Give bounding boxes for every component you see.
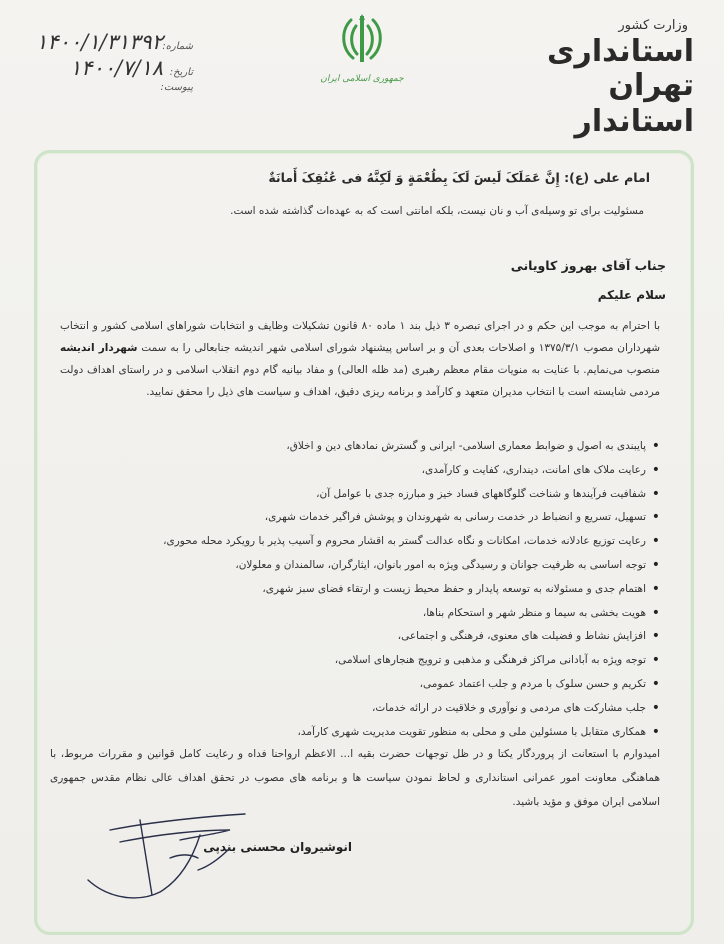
body-part-2: منصوب می‌نمایم. با عنایت به منویات مقام معظم رهبری (مد ظله العالی) و مفاد بیانیه گام دوم انقلاب اسلامی و در راستای اهداف دولت مردمی شایسته است با انتخاب مدیران متعهد و کارآمد و برنامه ریزی دقیق، اهداف و سیاست های ذیل را محقق نمایید. (60, 364, 660, 398)
list-item: • افزایش نشاط و فضیلت های معنوی، فرهنگی و اجتماعی، (50, 625, 660, 649)
attachment-row (8, 82, 193, 108)
date-label: تاریخ: (169, 67, 193, 78)
list-item: • رعایت توزیع عادلانه خدمات، امکانات و نگاه عدالت گستر به اقشار محروم و آسیب پذیر با رویکرد محله محوری، (50, 530, 660, 554)
letter-meta (8, 30, 193, 108)
letterhead-right (534, 18, 694, 141)
number-label: شماره: (162, 41, 193, 52)
list-item: • جلب مشارکت های مردمی و نوآوری و خلاقیت در ارائه خدمات، (50, 697, 660, 721)
ministry-name: وزارت کشور (618, 18, 688, 33)
list-item: • هویت بخشی به سیما و منظر شهر و استحکام بناها، (50, 602, 660, 626)
list-item: • توجه ویژه به آبادانی مراکز فرهنگی و مذهبی و ترویج هنجارهای اسلامی، (50, 649, 660, 673)
quote-translation: مسئولیت برای تو وسیله‌ی آب و نان نیست، بلکه امانتی است که به عهده‌ات گذاشته شده است. (230, 205, 644, 217)
iran-emblem-icon (337, 12, 387, 68)
imam-ali-quote: امام علی (ع): إِنَّ عَمَلَکَ لَیسَ لَکَ بِطُعْمَةٍ وَ لَکِنَّهُ فی عُنُقِکَ أَمانَةٌ (268, 170, 650, 185)
greeting: سلام علیکم (597, 288, 666, 302)
number-value: ۱۴۰۰/۱/۳۱۳۹۲ (36, 30, 163, 54)
list-item: • توجه اساسی به ظرفیت جوانان و رسیدگی ویژه به امور بانوان، ایثارگران، سالمندان و معلولان، (50, 554, 660, 578)
goals-list (50, 435, 660, 744)
list-item: • همکاری متقابل با مسئولین ملی و محلی به منظور تقویت مدیریت شهری کارآمد، (50, 721, 660, 745)
emblem-caption: جمهوری اسلامی ایران (320, 74, 404, 84)
list-item: • تسهیل، تسریع و انضباط در خدمت رسانی به شهروندان و پوشش فراگیر خدمات شهری، (50, 506, 660, 530)
number-row (8, 30, 193, 56)
list-item: • شفافیت فرآیندها و شناخت گلوگاههای فساد خیز و مبارزه جدی با عوامل آن، (50, 483, 660, 507)
appointed-position: شهردار اندیشه (60, 342, 138, 354)
list-item: • رعایت ملاک های امانت، دینداری، کفایت و کارآمدی، (50, 459, 660, 483)
closing-paragraph: امیدوارم با استعانت از پروردگار یکتا و در ظل توجهات حضرت بقیه ا... الاعظم ارواحنا فداه و رعایت کامل قوانین و مقررات مربوط، با هماهنگی معاونت امور عمرانی استانداری و لحاظ نمودن سیاست ها و برنامه های مصوب در تحقق اهداف عالی نظام مقدس جمهوری اسلامی ایران موفق و مؤید باشید. (50, 748, 660, 808)
governorate-name: استانداری تهران (547, 34, 694, 103)
list-item: • اهتمام جدی و مسئولانه به توسعه پایدار و حفظ محیط زیست و ارتقاء فضای سبز شهری، (50, 578, 660, 602)
letter-body (60, 315, 660, 403)
attachment-label: پیوست: (160, 82, 193, 93)
recipient-name: جناب آقای بهروز کاویانی (510, 258, 666, 273)
list-item: • پایبندی به اصول و ضوابط معماری اسلامی- ایرانی و گسترش نمادهای دین و اخلاق، (50, 435, 660, 459)
office-title: استاندار (574, 104, 694, 139)
letterhead-emblem (312, 12, 412, 84)
list-item: • تکریم و حسن سلوک با مردم و جلب اعتماد عمومی، (50, 673, 660, 697)
signatory-name: انوشیروان محسنی بندپی (203, 840, 352, 854)
handwritten-signature (80, 800, 250, 910)
date-value: ۱۴۰۰/۷/۱۸ (69, 56, 163, 80)
body-part-1: با احترام به موجب این حکم و در اجرای تبصره ۳ ذیل بند ۱ ماده ۸۰ قانون تشکیلات وظایف و انتخابات شوراهای اسلامی کشور و انتخاب شهرداران مصوب ۱۳۷۵/۳/۱ و اصلاحات بعدی آن و بر اساس پیشنهاد شورای اسلامی شهر اندیشه جنابعالی را به سمت (60, 320, 660, 354)
date-row (8, 56, 193, 82)
